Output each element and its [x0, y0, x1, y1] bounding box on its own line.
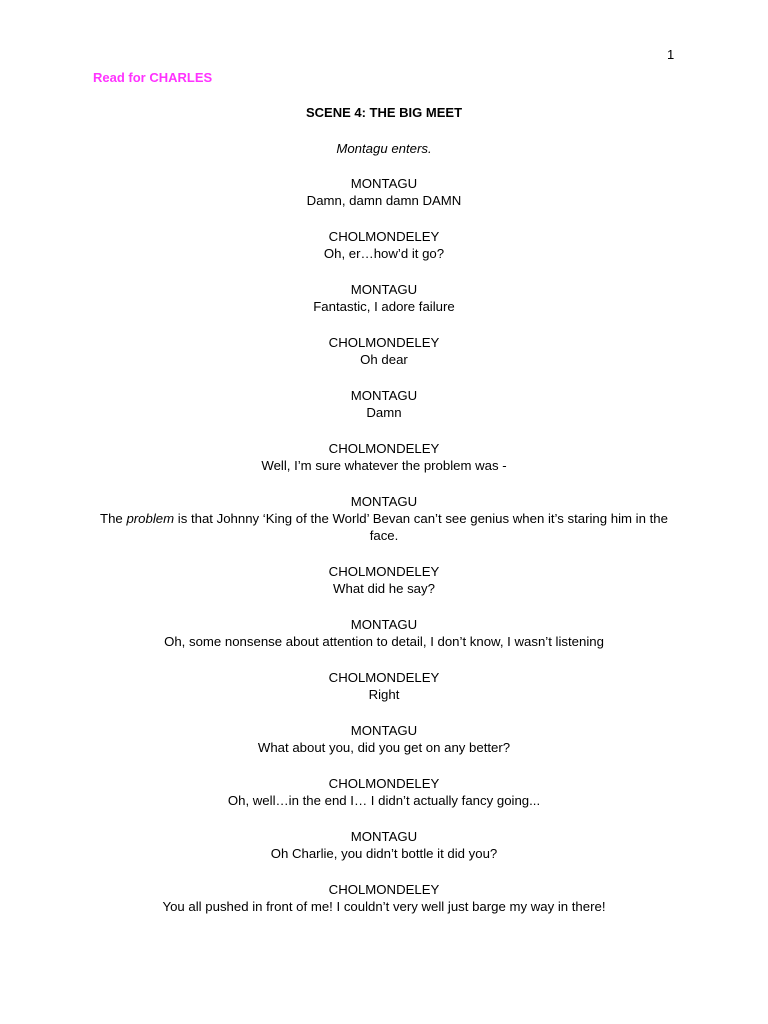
dialogue-exchange	[94, 493, 674, 544]
dialogue-line	[94, 510, 674, 544]
dialogue-exchange	[94, 334, 674, 368]
dialogue-line: Oh, er…how’d it go?	[323, 246, 445, 261]
dialogue-line: What about you, did you get on any better?	[257, 740, 511, 755]
speaker-name: MONTAGU	[350, 617, 418, 632]
speaker-name: MONTAGU	[350, 494, 418, 509]
dialogue-exchange	[94, 563, 674, 597]
dialogue-line: Right	[368, 687, 400, 702]
dialogue-list	[94, 175, 674, 934]
dialogue-exchange	[94, 722, 674, 756]
dialogue-line: Oh Charlie, you didn’t bottle it did you?	[270, 846, 498, 861]
speaker-name: CHOLMONDELEY	[328, 441, 440, 456]
speaker-name: MONTAGU	[350, 282, 418, 297]
dialogue-line: Damn, damn damn DAMN	[306, 193, 462, 208]
read-for-note: Read for CHARLES	[93, 70, 213, 85]
speaker-name: MONTAGU	[350, 723, 418, 738]
dialogue-exchange	[94, 828, 674, 862]
speaker-name: CHOLMONDELEY	[328, 776, 440, 791]
dialogue-line: Damn	[366, 405, 402, 420]
page-number: 1	[667, 47, 675, 62]
dialogue-exchange	[94, 616, 674, 650]
dialogue-line: Oh, well…in the end I… I didn’t actually fancy going...	[227, 793, 541, 808]
speaker-name: CHOLMONDELEY	[328, 670, 440, 685]
dialogue-exchange	[94, 881, 674, 915]
dialogue-exchange	[94, 669, 674, 703]
dialogue-line-end: is that Johnny ‘King of the World’ Bevan can’t see genius when it’s staring him in the face.	[174, 511, 668, 543]
dialogue-line: Oh dear	[360, 352, 408, 367]
emphasized-word: problem	[126, 511, 175, 526]
speaker-name: CHOLMONDELEY	[328, 335, 440, 350]
dialogue-exchange	[94, 440, 674, 474]
speaker-name: CHOLMONDELEY	[328, 564, 440, 579]
speaker-name: CHOLMONDELEY	[328, 229, 440, 244]
speaker-name: MONTAGU	[350, 829, 418, 844]
dialogue-line-start: The	[100, 511, 127, 526]
speaker-name: MONTAGU	[350, 388, 418, 403]
speaker-name: MONTAGU	[350, 176, 418, 191]
dialogue-line: Fantastic, I adore failure	[313, 299, 455, 314]
dialogue-exchange	[94, 387, 674, 421]
scene-title: SCENE 4: THE BIG MEET	[305, 105, 463, 120]
dialogue-line: Well, I’m sure whatever the problem was -	[261, 458, 507, 473]
dialogue-line: You all pushed in front of me! I couldn’t very well just barge my way in there!	[162, 899, 606, 914]
dialogue-exchange	[94, 775, 674, 809]
speaker-name: CHOLMONDELEY	[328, 882, 440, 897]
stage-direction: Montagu enters.	[336, 141, 432, 156]
dialogue-line: Oh, some nonsense about attention to detail, I don’t know, I wasn’t listening	[164, 634, 604, 649]
dialogue-line: What did he say?	[333, 581, 435, 596]
dialogue-exchange	[94, 175, 674, 209]
dialogue-exchange	[94, 228, 674, 262]
dialogue-exchange	[94, 281, 674, 315]
